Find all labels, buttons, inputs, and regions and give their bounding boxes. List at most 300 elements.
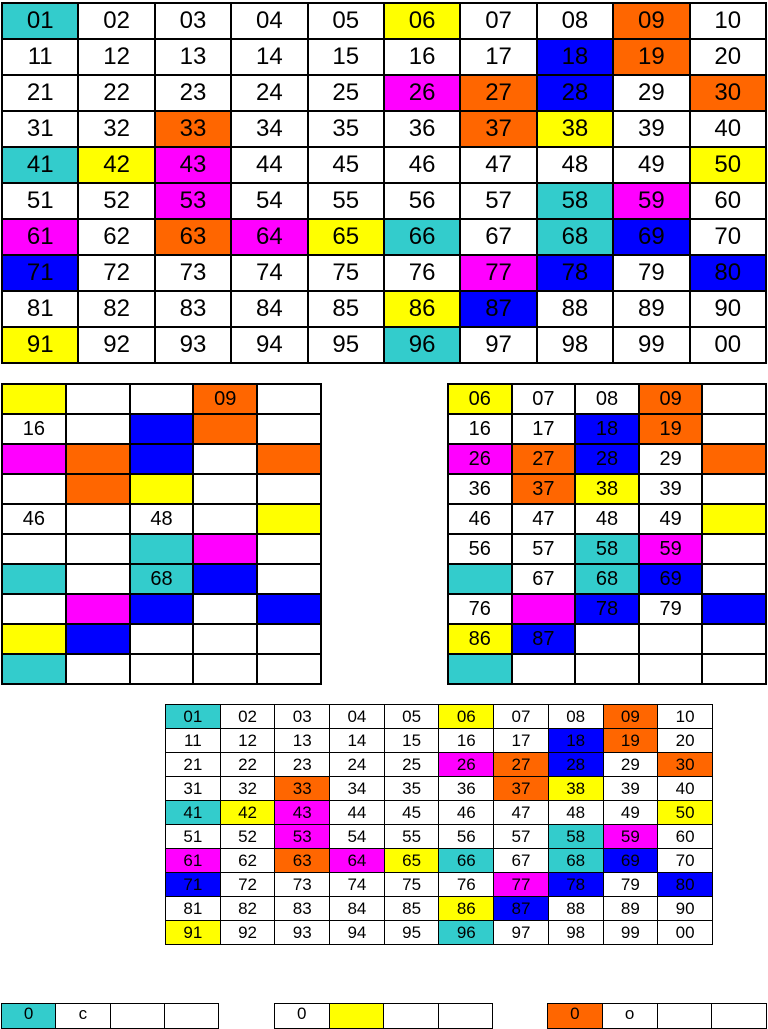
- number-cell: 53: [155, 183, 231, 219]
- grid-row: [448, 534, 766, 564]
- number-cell: 83: [275, 897, 330, 921]
- number-cell: 33: [155, 111, 231, 147]
- number-cell: 03: [155, 3, 231, 39]
- number-cell: [66, 414, 130, 444]
- number-cell: 12: [78, 39, 154, 75]
- number-cell: 91: [2, 327, 78, 363]
- number-cell: 52: [220, 825, 275, 849]
- number-cell: 28: [575, 444, 639, 474]
- number-cell: [66, 444, 130, 474]
- number-cell: 81: [166, 897, 221, 921]
- left-partial-grid: [1, 383, 322, 685]
- number-cell: [702, 534, 766, 564]
- number-cell: 50: [658, 801, 713, 825]
- number-cell: [2, 534, 66, 564]
- number-cell: [130, 474, 194, 504]
- number-cell: 09: [193, 384, 257, 414]
- number-cell: 09: [613, 3, 689, 39]
- number-cell: 67: [512, 564, 576, 594]
- number-cell: [193, 534, 257, 564]
- number-cell: 19: [613, 39, 689, 75]
- number-cell: 0: [548, 1004, 603, 1029]
- number-cell: 05: [308, 3, 384, 39]
- number-cell: [512, 594, 576, 624]
- number-cell: 60: [658, 825, 713, 849]
- number-cell: 01: [166, 705, 221, 729]
- grid-row: [275, 1004, 493, 1029]
- number-cell: 10: [690, 3, 766, 39]
- number-cell: [575, 624, 639, 654]
- number-cell: 30: [690, 75, 766, 111]
- number-cell: 29: [613, 75, 689, 111]
- number-cell: 75: [384, 873, 439, 897]
- number-cell: 07: [494, 705, 549, 729]
- number-cell: 78: [548, 873, 603, 897]
- number-cell: 62: [78, 219, 154, 255]
- number-cell: 82: [220, 897, 275, 921]
- number-cell: 78: [575, 594, 639, 624]
- number-cell: 42: [78, 147, 154, 183]
- grid-row: [2, 474, 321, 504]
- number-cell: 68: [537, 219, 613, 255]
- number-cell: 13: [275, 729, 330, 753]
- number-cell: 56: [384, 183, 460, 219]
- number-cell: 49: [613, 147, 689, 183]
- number-cell: 68: [575, 564, 639, 594]
- number-cell: 74: [330, 873, 385, 897]
- number-cell: 00: [658, 921, 713, 945]
- number-cell: 17: [512, 414, 576, 444]
- number-cell: [66, 504, 130, 534]
- number-cell: [702, 504, 766, 534]
- grid-row: [166, 873, 713, 897]
- number-cell: [639, 654, 703, 684]
- number-cell: [66, 624, 130, 654]
- number-cell: 36: [384, 111, 460, 147]
- number-cell: 51: [166, 825, 221, 849]
- number-cell: 95: [308, 327, 384, 363]
- number-cell: 76: [439, 873, 494, 897]
- number-cell: 26: [448, 444, 512, 474]
- number-cell: 69: [603, 849, 658, 873]
- number-cell: 58: [575, 534, 639, 564]
- number-cell: 04: [330, 705, 385, 729]
- bottom-grid-1: [1, 1003, 219, 1029]
- number-cell: [702, 414, 766, 444]
- grid-row: [166, 729, 713, 753]
- number-cell: [110, 1004, 164, 1029]
- number-cell: 20: [690, 39, 766, 75]
- number-cell: 57: [512, 534, 576, 564]
- grid-row: [2, 654, 321, 684]
- number-cell: 40: [658, 777, 713, 801]
- number-cell: 08: [575, 384, 639, 414]
- number-cell: 66: [384, 219, 460, 255]
- number-cell: 34: [330, 777, 385, 801]
- number-cell: 56: [439, 825, 494, 849]
- number-cell: [257, 474, 321, 504]
- number-cell: 55: [308, 183, 384, 219]
- number-cell: 01: [2, 3, 78, 39]
- number-cell: 29: [639, 444, 703, 474]
- number-cell: [193, 624, 257, 654]
- number-cell: 75: [308, 255, 384, 291]
- number-cell: 38: [548, 777, 603, 801]
- number-cell: [384, 1004, 439, 1029]
- grid-row: [448, 444, 766, 474]
- number-cell: 37: [512, 474, 576, 504]
- number-cell: 54: [330, 825, 385, 849]
- number-cell: 46: [384, 147, 460, 183]
- number-cell: 11: [2, 39, 78, 75]
- number-cell: 48: [575, 504, 639, 534]
- number-cell: [512, 654, 576, 684]
- number-cell: 72: [220, 873, 275, 897]
- number-cell: 15: [384, 729, 439, 753]
- grid-row: [2, 111, 766, 147]
- number-cell: 86: [384, 291, 460, 327]
- number-cell: 72: [78, 255, 154, 291]
- number-cell: [257, 534, 321, 564]
- number-cell: 07: [512, 384, 576, 414]
- number-cell: [257, 564, 321, 594]
- number-cell: 49: [639, 504, 703, 534]
- grid-row: [2, 504, 321, 534]
- number-cell: [66, 654, 130, 684]
- number-cell: 87: [494, 897, 549, 921]
- number-cell: 29: [603, 753, 658, 777]
- number-cell: 36: [439, 777, 494, 801]
- number-cell: 16: [2, 414, 66, 444]
- number-cell: 26: [384, 75, 460, 111]
- grid-row: [166, 825, 713, 849]
- right-partial-grid: [447, 383, 767, 685]
- number-cell: [2, 594, 66, 624]
- number-cell: 71: [2, 255, 78, 291]
- number-cell: 94: [231, 327, 307, 363]
- grid-row: [166, 777, 713, 801]
- grid-row: [166, 705, 713, 729]
- number-cell: 92: [220, 921, 275, 945]
- number-cell: 53: [275, 825, 330, 849]
- number-cell: 55: [384, 825, 439, 849]
- number-cell: 50: [690, 147, 766, 183]
- number-cell: 05: [384, 705, 439, 729]
- number-cell: 99: [613, 327, 689, 363]
- number-cell: [2, 624, 66, 654]
- grid-row: [2, 444, 321, 474]
- number-cell: 56: [448, 534, 512, 564]
- number-cell: 79: [639, 594, 703, 624]
- number-cell: 59: [603, 825, 658, 849]
- number-cell: 81: [2, 291, 78, 327]
- number-cell: 79: [613, 255, 689, 291]
- number-cell: 35: [308, 111, 384, 147]
- number-cell: 00: [690, 327, 766, 363]
- grid-row: [448, 474, 766, 504]
- number-cell: 63: [275, 849, 330, 873]
- number-cell: 98: [548, 921, 603, 945]
- number-cell: 28: [548, 753, 603, 777]
- number-cell: 89: [613, 291, 689, 327]
- number-cell: 73: [155, 255, 231, 291]
- number-cell: [702, 594, 766, 624]
- number-cell: 25: [384, 753, 439, 777]
- number-cell: 47: [460, 147, 536, 183]
- number-cell: 41: [2, 147, 78, 183]
- number-cell: 97: [494, 921, 549, 945]
- number-cell: [2, 564, 66, 594]
- grid-row: [2, 75, 766, 111]
- number-cell: 42: [220, 801, 275, 825]
- grid-row: [448, 654, 766, 684]
- number-cell: 43: [275, 801, 330, 825]
- number-cell: 38: [537, 111, 613, 147]
- number-cell: [257, 624, 321, 654]
- number-cell: 16: [448, 414, 512, 444]
- number-cell: 82: [78, 291, 154, 327]
- number-cell: 11: [166, 729, 221, 753]
- number-cell: 30: [658, 753, 713, 777]
- number-cell: 57: [460, 183, 536, 219]
- number-cell: 46: [439, 801, 494, 825]
- grid-row: [2, 255, 766, 291]
- number-cell: 60: [690, 183, 766, 219]
- number-cell: 69: [639, 564, 703, 594]
- number-cell: 45: [384, 801, 439, 825]
- grid-row: [2, 624, 321, 654]
- grid-row: [2, 39, 766, 75]
- number-cell: [2, 474, 66, 504]
- number-cell: 52: [78, 183, 154, 219]
- number-cell: c: [56, 1004, 110, 1029]
- number-cell: 31: [2, 111, 78, 147]
- number-cell: 77: [494, 873, 549, 897]
- number-cell: [257, 444, 321, 474]
- number-cell: 17: [460, 39, 536, 75]
- number-cell: 03: [275, 705, 330, 729]
- grid-row: [166, 801, 713, 825]
- number-cell: 62: [220, 849, 275, 873]
- number-cell: 80: [658, 873, 713, 897]
- number-cell: 07: [460, 3, 536, 39]
- number-cell: 19: [603, 729, 658, 753]
- number-cell: [193, 444, 257, 474]
- grid-row: [2, 147, 766, 183]
- number-cell: [130, 414, 194, 444]
- number-cell: 08: [548, 705, 603, 729]
- number-cell: 31: [166, 777, 221, 801]
- grid-row: [2, 564, 321, 594]
- number-cell: 67: [460, 219, 536, 255]
- number-cell: [329, 1004, 384, 1029]
- number-cell: 26: [439, 753, 494, 777]
- number-cell: 65: [308, 219, 384, 255]
- grid-row: [2, 291, 766, 327]
- number-cell: 90: [658, 897, 713, 921]
- number-cell: 67: [494, 849, 549, 873]
- number-cell: [702, 474, 766, 504]
- number-cell: 97: [460, 327, 536, 363]
- number-cell: 80: [690, 255, 766, 291]
- number-cell: 22: [78, 75, 154, 111]
- number-cell: 39: [613, 111, 689, 147]
- grid-row: [2, 3, 766, 39]
- number-cell: 59: [613, 183, 689, 219]
- number-cell: 43: [155, 147, 231, 183]
- number-cell: [130, 444, 194, 474]
- number-cell: 08: [537, 3, 613, 39]
- number-cell: 18: [537, 39, 613, 75]
- middle-number-grid: [165, 704, 713, 945]
- number-cell: [257, 654, 321, 684]
- number-cell: [130, 384, 194, 414]
- number-cell: 64: [330, 849, 385, 873]
- grid-row: [166, 849, 713, 873]
- number-cell: 41: [166, 801, 221, 825]
- number-cell: [130, 624, 194, 654]
- bottom-grid-3: [547, 1003, 767, 1029]
- number-cell: 79: [603, 873, 658, 897]
- number-cell: 09: [603, 705, 658, 729]
- number-cell: 06: [384, 3, 460, 39]
- number-cell: 24: [231, 75, 307, 111]
- number-cell: 87: [512, 624, 576, 654]
- number-cell: 68: [548, 849, 603, 873]
- number-cell: [2, 654, 66, 684]
- number-cell: 85: [308, 291, 384, 327]
- number-cell: 86: [439, 897, 494, 921]
- number-cell: [702, 564, 766, 594]
- number-cell: [193, 504, 257, 534]
- number-cell: 44: [231, 147, 307, 183]
- number-cell: 49: [603, 801, 658, 825]
- number-cell: 99: [603, 921, 658, 945]
- number-cell: 70: [690, 219, 766, 255]
- number-cell: [66, 594, 130, 624]
- number-cell: 48: [548, 801, 603, 825]
- grid-row: [2, 414, 321, 444]
- grid-row: [2, 327, 766, 363]
- number-cell: 33: [275, 777, 330, 801]
- number-cell: 59: [639, 534, 703, 564]
- number-cell: [448, 564, 512, 594]
- grid-row: [2, 534, 321, 564]
- number-cell: 84: [231, 291, 307, 327]
- number-cell: 15: [308, 39, 384, 75]
- number-cell: [164, 1004, 218, 1029]
- number-cell: 76: [384, 255, 460, 291]
- number-cell: [257, 594, 321, 624]
- number-cell: 27: [460, 75, 536, 111]
- grid-row: [448, 624, 766, 654]
- number-cell: [257, 384, 321, 414]
- number-cell: 02: [78, 3, 154, 39]
- number-cell: 51: [2, 183, 78, 219]
- number-cell: 23: [155, 75, 231, 111]
- number-cell: 39: [603, 777, 658, 801]
- number-cell: 89: [603, 897, 658, 921]
- number-cell: 58: [548, 825, 603, 849]
- number-cell: 14: [330, 729, 385, 753]
- number-cell: 46: [2, 504, 66, 534]
- number-cell: 32: [220, 777, 275, 801]
- number-cell: 66: [439, 849, 494, 873]
- number-cell: 28: [537, 75, 613, 111]
- main-number-grid: [1, 2, 767, 364]
- number-cell: 20: [658, 729, 713, 753]
- number-cell: 68: [130, 564, 194, 594]
- number-cell: 46: [448, 504, 512, 534]
- number-cell: 32: [78, 111, 154, 147]
- number-cell: 36: [448, 474, 512, 504]
- number-cell: 48: [130, 504, 194, 534]
- grid-row: [2, 1004, 219, 1029]
- number-cell: 19: [639, 414, 703, 444]
- number-cell: 38: [575, 474, 639, 504]
- grid-row: [448, 564, 766, 594]
- number-cell: 45: [308, 147, 384, 183]
- number-cell: 04: [231, 3, 307, 39]
- number-cell: 54: [231, 183, 307, 219]
- grid-row: [2, 384, 321, 414]
- number-cell: [193, 594, 257, 624]
- number-cell: 96: [384, 327, 460, 363]
- number-cell: 23: [275, 753, 330, 777]
- number-cell: 90: [690, 291, 766, 327]
- number-cell: 57: [494, 825, 549, 849]
- number-cell: [66, 384, 130, 414]
- number-cell: 06: [439, 705, 494, 729]
- number-cell: [438, 1004, 493, 1029]
- number-cell: 48: [537, 147, 613, 183]
- number-cell: 70: [658, 849, 713, 873]
- number-cell: 02: [220, 705, 275, 729]
- number-cell: [66, 474, 130, 504]
- number-cell: 69: [613, 219, 689, 255]
- number-cell: 61: [2, 219, 78, 255]
- grid-row: [448, 384, 766, 414]
- grid-row: [2, 594, 321, 624]
- number-cell: [257, 414, 321, 444]
- number-cell: 16: [384, 39, 460, 75]
- number-cell: 14: [231, 39, 307, 75]
- number-cell: 17: [494, 729, 549, 753]
- number-cell: [639, 624, 703, 654]
- number-cell: 13: [155, 39, 231, 75]
- number-cell: [130, 654, 194, 684]
- number-cell: 0: [275, 1004, 330, 1029]
- number-cell: 25: [308, 75, 384, 111]
- number-cell: 92: [78, 327, 154, 363]
- number-cell: [702, 384, 766, 414]
- number-cell: [575, 654, 639, 684]
- number-cell: 93: [275, 921, 330, 945]
- grid-row: [448, 414, 766, 444]
- number-cell: [130, 534, 194, 564]
- number-cell: [448, 654, 512, 684]
- number-cell: 21: [2, 75, 78, 111]
- number-cell: 37: [494, 777, 549, 801]
- number-cell: [193, 564, 257, 594]
- number-cell: 58: [537, 183, 613, 219]
- number-cell: [193, 654, 257, 684]
- number-cell: 24: [330, 753, 385, 777]
- grid-row: [448, 504, 766, 534]
- number-cell: [130, 594, 194, 624]
- number-cell: 37: [460, 111, 536, 147]
- grid-row: [166, 897, 713, 921]
